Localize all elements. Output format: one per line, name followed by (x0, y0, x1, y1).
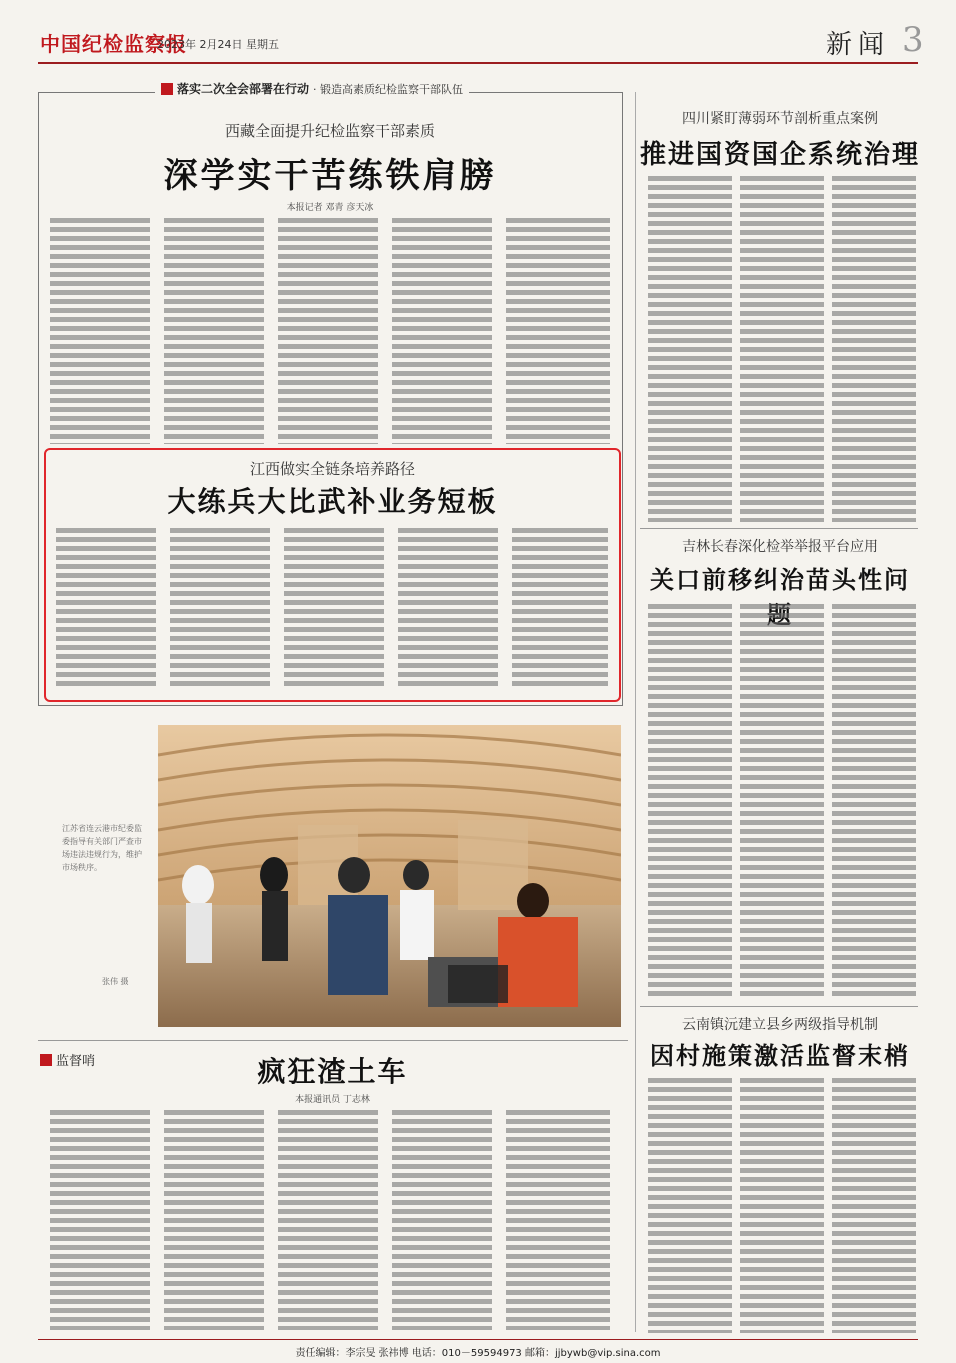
photo-illustration (158, 725, 621, 1027)
yunnan-column-3 (832, 1078, 916, 1333)
sichuan-column-3 (832, 176, 916, 522)
supervision-top-rule (38, 1040, 628, 1041)
jiangxi-kicker: 江西做实全链条培养路径 (249, 460, 415, 478)
supervision-label: 监督哨 (56, 1054, 96, 1069)
jilin-end-rule (640, 1006, 918, 1007)
yunnan-column-1 (648, 1078, 732, 1333)
column-banner (155, 80, 469, 97)
editor-contact-footer: 责任编辑：李宗旻 张祎博 电话：010－59594973 邮箱：jjbywb@vip.sina.com (295, 1348, 661, 1359)
section-title: 新闻 (826, 30, 891, 60)
jiangxi-column-3 (284, 528, 384, 688)
yunnan-kicker: 云南镇沅建立县乡两级指导机制 (682, 1017, 878, 1033)
jilin-column-3 (832, 604, 916, 1000)
supervision-byline: 本报通讯员 丁志林 (295, 1095, 370, 1105)
supervision-column-5 (506, 1110, 610, 1330)
jiangxi-headline: 大练兵大比武补业务短板 (167, 485, 498, 518)
tibet-column-4 (392, 218, 492, 444)
right-column-divider (635, 92, 636, 1332)
banner-main: 落实二次全会部署在行动 (177, 82, 310, 96)
page-number: 3 (902, 20, 924, 60)
issue-date: 2023年 2月24日 星期五 (157, 38, 279, 51)
masthead-rule (38, 62, 918, 64)
jiangxi-column-5 (512, 528, 608, 688)
banner-rest: · 锻造高素质纪检监察干部队伍 (313, 82, 464, 96)
supervision-column-2 (164, 1110, 264, 1330)
photo-caption: 江苏省连云港市纪委监委指导有关部门严查市场违法违规行为，维护市场秩序。 (62, 824, 142, 872)
news-photo (158, 725, 621, 1027)
tibet-column-2 (164, 218, 264, 444)
yunnan-headline: 因村施策激活监督末梢 (650, 1041, 910, 1070)
supervision-column-3 (278, 1110, 378, 1330)
yunnan-column-2 (740, 1078, 824, 1333)
jilin-headline: 关口前移纠治苗头性问题 (650, 565, 910, 629)
banner-mark-icon (161, 83, 173, 95)
newspaper-logo: 中国纪检监察报 (40, 32, 187, 56)
tibet-column-3 (278, 218, 378, 444)
supervision-headline: 疯狂渣土车 (257, 1055, 408, 1088)
tibet-headline: 深学实干苦练铁肩膀 (163, 156, 497, 196)
tibet-byline: 本报记者 邓青 彦天冰 (286, 203, 374, 213)
footer-rule (38, 1339, 918, 1340)
supervision-column-1 (50, 1110, 150, 1330)
supervision-column-4 (392, 1110, 492, 1330)
jilin-column-2 (740, 604, 824, 1000)
jiangxi-column-2 (170, 528, 270, 688)
jilin-kicker: 吉林长春深化检举举报平台应用 (682, 539, 878, 555)
jilin-column-1 (648, 604, 732, 1000)
tibet-column-5 (506, 218, 610, 444)
jiangxi-column-4 (398, 528, 498, 688)
tibet-kicker: 西藏全面提升纪检监察干部素质 (224, 122, 435, 140)
sichuan-column-1 (648, 176, 732, 522)
sichuan-end-rule (640, 528, 918, 529)
sichuan-headline: 推进国资国企系统治理 (640, 140, 921, 170)
tibet-column-1 (50, 218, 150, 444)
photo-credit: 张伟 摄 (102, 977, 129, 986)
sichuan-kicker: 四川紧盯薄弱环节剖析重点案例 (682, 111, 878, 127)
sichuan-column-2 (740, 176, 824, 522)
jiangxi-column-1 (56, 528, 156, 688)
